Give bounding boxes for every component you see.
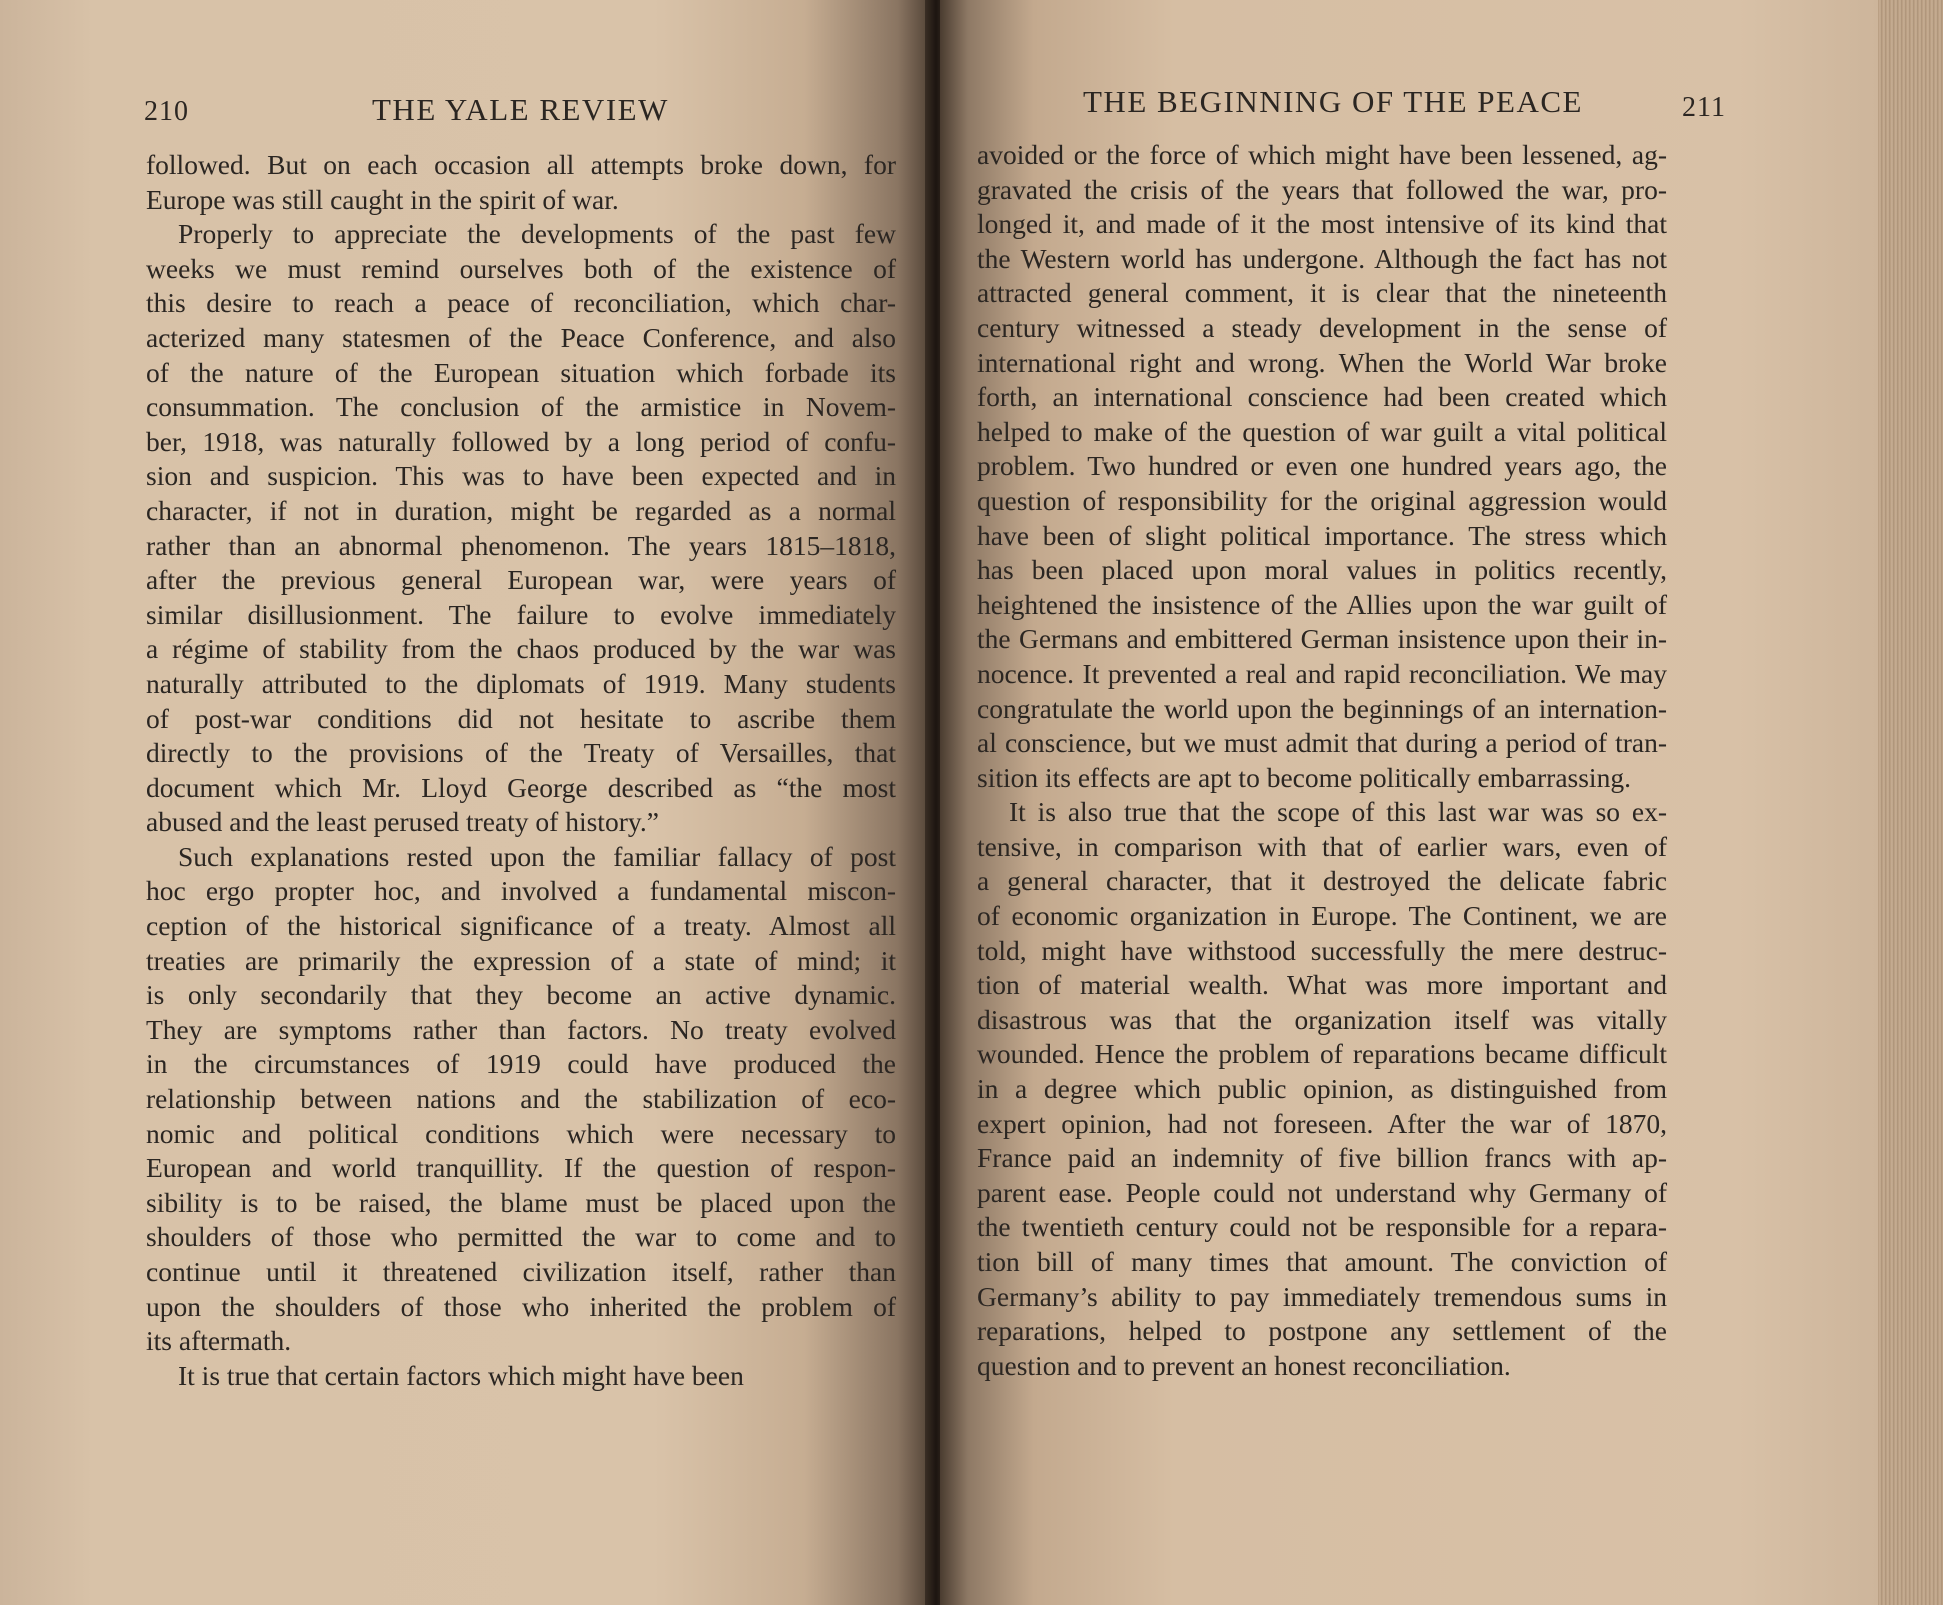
text-line: shoulders of those who permitted the war to come and to [146,1221,896,1253]
text-line: sion and suspicion. This was to have been expected and in [146,460,896,492]
text-line: acterized many statesmen of the Peace Conference, and also [146,321,896,353]
left-body-text [146,148,896,1393]
text-line: ception of the historical significance of a treaty. Almost all [146,910,896,942]
text-line: nocence. It prevented a real and rapid reconciliation. We may [977,657,1667,689]
running-head-left: THE YALE REVIEW [372,92,669,127]
text-line: It is true that certain factors which might have been [178,1359,744,1391]
text-line: parent ease. People could not understand why Germany of [977,1176,1667,1208]
text-line: the Western world has undergone. Although the fact has not [977,242,1667,274]
text-line: problem. Two hundred or even one hundred years ago, the [977,450,1667,482]
text-line: sibility is to be raised, the blame must be placed upon the [146,1186,896,1218]
text-line: sition its effects are apt to become politically embarrassing. [977,761,1631,793]
text-line: ber, 1918, was naturally followed by a long period of confu- [146,425,896,457]
text-line: abused and the least perused treaty of history.” [146,806,659,838]
text-line: this desire to reach a peace of reconciliation, which char- [146,287,896,319]
text-line: tion of material wealth. What was more important and [977,969,1667,1001]
text-line: avoided or the force of which might have been lessened, ag- [977,139,1667,170]
text-line: in the circumstances of 1919 could have produced the [146,1048,896,1080]
text-line: question of responsibility for the original aggression would [977,484,1667,516]
text-line: wounded. Hence the problem of reparations became difficult [977,1038,1667,1070]
text-line: have been of slight political importance. The stress which [977,519,1667,551]
text-line: in a degree which public opinion, as distinguished from [977,1073,1667,1105]
text-line: congratulate the world upon the beginnings of an internation- [977,692,1667,724]
text-line: weeks we must remind ourselves both of the existence of [146,252,896,284]
text-line: Europe was still caught in the spirit of war. [146,183,619,215]
text-line: relationship between nations and the stabilization of eco- [146,1083,896,1115]
text-line: Germany’s ability to pay immediately tremendous sums in [977,1280,1667,1312]
text-line: is only secondarily that they become an active dynamic. [146,979,896,1011]
text-line: gravated the crisis of the years that followed the war, pro- [977,173,1667,205]
text-line: has been placed upon moral values in politics recently, [977,554,1667,586]
text-line: similar disillusionment. The failure to evolve immediately [146,598,896,630]
text-line: Such explanations rested upon the familiar fallacy of post [178,840,896,872]
text-line: told, might have withstood successfully the mere destruc- [977,934,1667,966]
text-line: the Germans and embittered German insistence upon their in- [977,623,1667,655]
text-line: directly to the provisions of the Treaty of Versailles, that [146,737,896,769]
text-line: forth, an international conscience had been created which [977,381,1667,413]
text-line: al conscience, but we must admit that during a period of tran- [977,727,1667,759]
text-line: followed. But on each occasion all attempts broke down, for [146,149,896,180]
text-line: It is also true that the scope of this last war was so ex- [1009,796,1667,828]
text-line: heightened the insistence of the Allies upon the war guilt of [977,588,1667,620]
text-line: disastrous was that the organization itself was vitally [977,1003,1667,1035]
text-line: expert opinion, had not foreseen. After the war of 1870, [977,1107,1667,1139]
text-line: consummation. The conclusion of the armistice in Novem- [146,391,896,423]
text-line: the twentieth century could not be responsible for a repara- [977,1211,1667,1243]
text-line: They are symptoms rather than factors. No treaty evolved [146,1013,896,1045]
text-line: after the previous general European war, were years of [146,564,896,596]
text-line: of economic organization in Europe. The Continent, we are [977,900,1667,932]
right-page [940,0,1878,1605]
text-line: international right and wrong. When the World War broke [977,346,1667,378]
text-line: France paid an indemnity of five billion francs with ap- [977,1142,1667,1174]
running-head-right: THE BEGINNING OF THE PEACE [1083,84,1583,119]
text-line: Properly to appreciate the developments of the past few [178,218,896,250]
text-line: treaties are primarily the expression of a state of mind; it [146,944,896,976]
page-number-right: 211 [1682,92,1726,123]
page-edges [1878,0,1943,1605]
left-page [0,0,935,1605]
text-line: longed it, and made of it the most intensive of its kind that [977,208,1667,240]
text-line: its aftermath. [146,1325,292,1357]
text-line: tion bill of many times that amount. The conviction of [977,1246,1667,1277]
page-number-left: 210 [144,96,189,127]
text-line: hoc ergo propter hoc, and involved a fundamental miscon- [146,875,896,907]
text-line: character, if not in duration, might be regarded as a normal [146,494,896,526]
text-line: nomic and political conditions which were necessary to [146,1117,896,1149]
text-line: century witnessed a steady development in the sense of [977,311,1667,343]
text-line: tensive, in comparison with that of earlier wars, even of [977,830,1667,862]
text-line: a régime of stability from the chaos produced by the war was [146,633,896,665]
text-line: rather than an abnormal phenomenon. The years 1815–1818, [146,529,896,561]
text-line: European and world tranquillity. If the question of respon- [146,1152,896,1184]
text-line: of the nature of the European situation which forbade its [146,356,896,388]
text-line: attracted general comment, it is clear that the nineteenth [977,277,1667,309]
text-line: upon the shoulders of those who inherited the problem of [146,1290,896,1322]
text-line: naturally attributed to the diplomats of 1919. Many students [146,667,896,699]
right-body-text [977,138,1667,1383]
text-line: document which Mr. Lloyd George described as “the most [146,771,896,803]
text-line: helped to make of the question of war guilt a vital political [977,415,1667,447]
text-line: reparations, helped to postpone any settlement of the [977,1315,1667,1347]
text-line: question and to prevent an honest reconciliation. [977,1349,1511,1381]
text-line: a general character, that it destroyed the delicate fabric [977,865,1667,897]
text-line: continue until it threatened civilization itself, rather than [146,1256,896,1287]
text-line: of post-war conditions did not hesitate to ascribe them [146,702,896,734]
